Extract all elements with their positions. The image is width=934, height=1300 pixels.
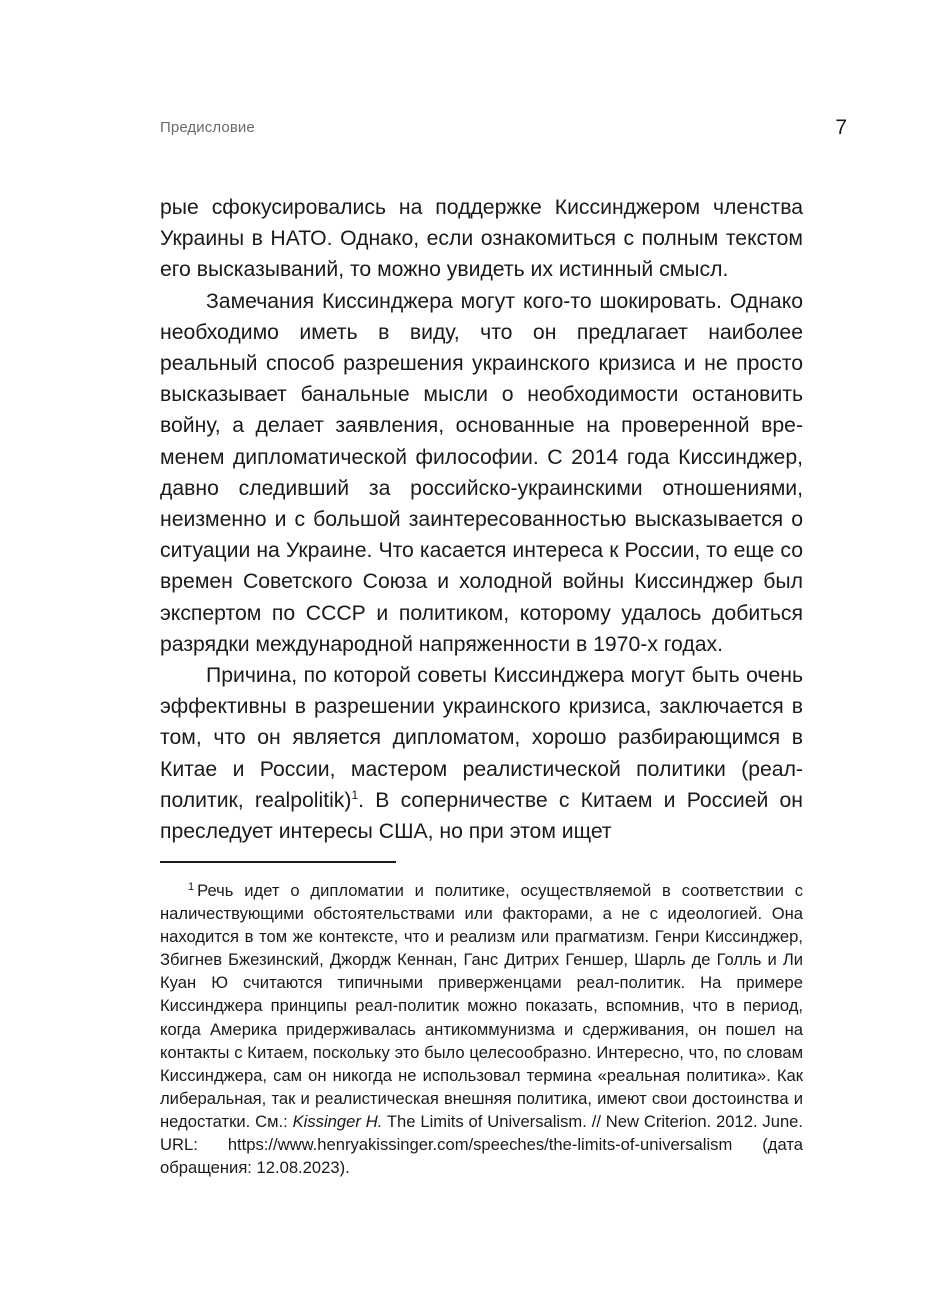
running-head — [160, 116, 847, 141]
footnote-number: 1 — [188, 881, 195, 893]
book-page — [160, 0, 847, 1300]
footnote-body: Речь идет о дипломатии и политике, осуществляемой в соответствии с наличествующими обстоятельствами или факторами, а не с идеологией. Она находится в том же контексте, что и реализм или прагматизм. Генри Киссинджер, Збигнев Бжезинский, Джордж Кеннан, Ганс Дитрих Геншер, Шарль де Голль и Ли Куан Ю считаются типичными приверженцами реал-политик. На примере Киссинджера принципы реал-политик можно показать, вспомнив, что в период, когда Америка придерживалась антикоммунизма и сдерживания, он пошел на контакты с Китаем, поскольку это было целесообразно. Интересно, что, по словам Киссинджера, сам он никогда не использовал термина «реальная политика». Как либеральная, так и реалистическая внешняя политика, имеют свои достоинства и недостатки. См.: — [160, 881, 803, 1131]
footnote-text — [160, 879, 803, 1179]
footnote-separator — [160, 861, 396, 863]
footnote — [160, 879, 803, 1179]
footnote-reference[interactable]: 1 — [351, 787, 359, 802]
paragraph: Замечания Киссинджера могут кого-то шокировать. Однако необходимо иметь в виду, что он предлагает наиболее реальный способ разрешения украинского кризиса и не просто высказывает банальные мысли о необходимости остановить войну, а делает заявления, основанные на проверенной временем дипломатической философии. С 2014 года Киссинджер, давно следивший за российско-украинскими отношениями, неизменно и с большой заинтересованностью высказывается о ситуации на Украине. Что касается интереса к России, то еще со времен Советского Союза и холодной войны Киссинджер был экспертом по СССР и политиком, которому удалось добиться разрядки международной напряженности в 1970-х годах. — [160, 289, 803, 656]
footnote-citation: The Limits of Universalism. // New Criterion. 2012. June. URL: https://www.henryakissinger.com/speeches/the-limits-of-universalism (дата обращения: 12.08.2023). — [160, 1111, 804, 1178]
paragraph-text: . В соперничестве с Китаем и Россией он преследует интересы США, но при этом ищет — [160, 788, 804, 844]
paragraph-text: Причина, по которой советы Киссинджера могут быть очень эффективны в разрешении украинского кризиса, заключается в том, что он является дипломатом, хорошо разбирающимся в Китае и России, мастером реалистической политики (реал-политик, realpolitik) — [160, 664, 803, 812]
running-head-title: Предисловие — [160, 119, 255, 136]
paragraph-with-footnote-ref — [160, 660, 803, 847]
main-text — [160, 192, 803, 847]
page-number: 7 — [835, 116, 847, 139]
paragraph-continued: рые сфокусировались на поддержке Киссинджером членства Украины в НАТО. Однако, если ознакомиться с полным текстом его высказываний, то можно увидеть их истинный смысл. — [160, 196, 803, 282]
footnote-author: Kissinger H. — [292, 1111, 383, 1131]
